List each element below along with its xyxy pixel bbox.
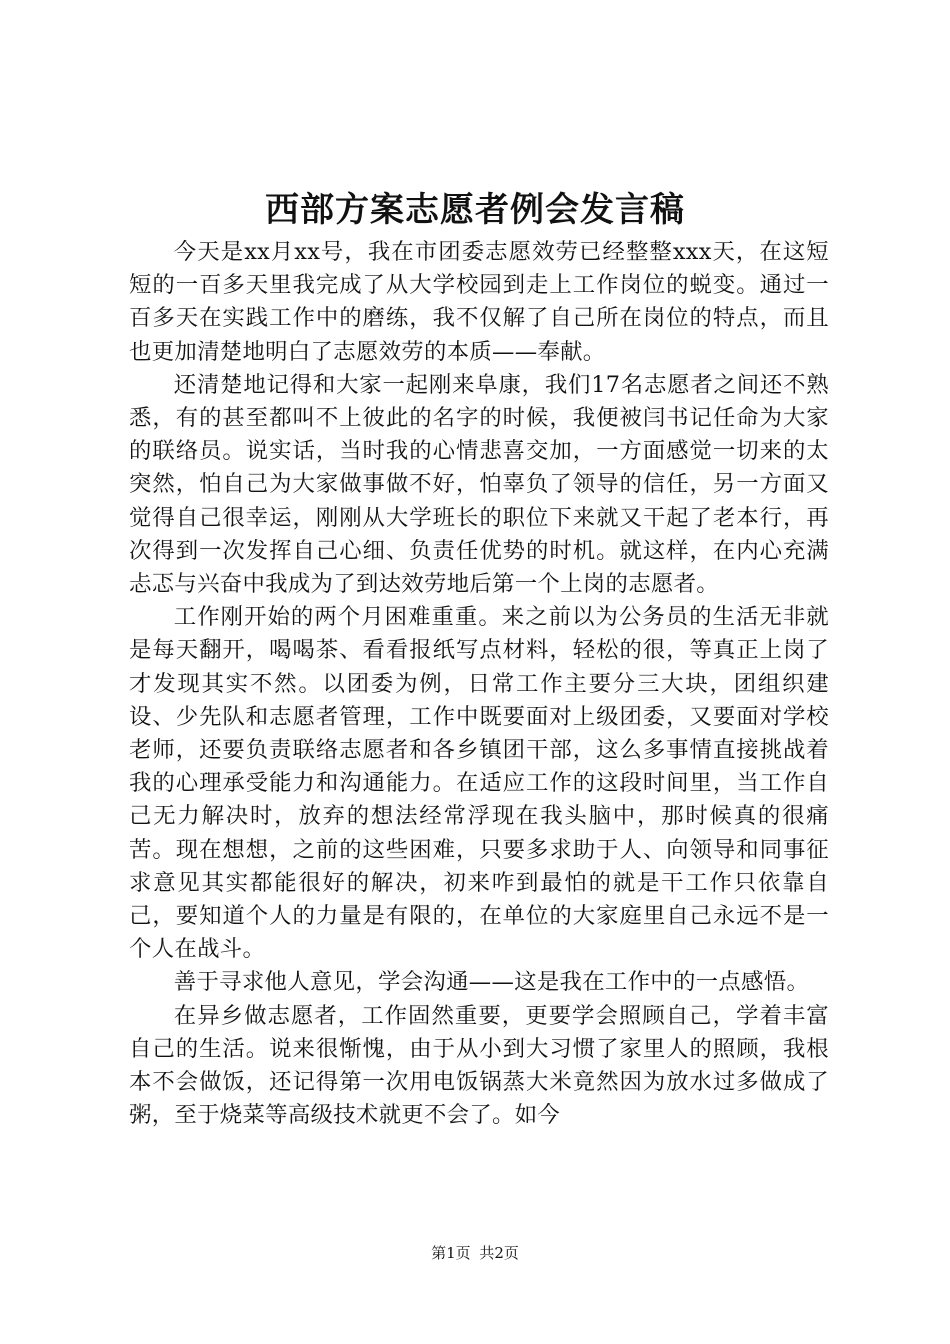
page-footer (0, 1242, 950, 1264)
page-number: 第1页 (431, 1244, 471, 1262)
paragraph: 在异乡做志愿者，工作固然重要，更要学会照顾自己，学着丰富自己的生活。说来很惭愧，由于从小到大习惯了家里人的照顾，我根本不会做饭，还记得第一次用电饭锅蒸大米竟然因为放水过多做成了粥，至于烧菜等高级技术就更不会了。如今 (129, 1002, 829, 1129)
document-title: 西部方案志愿者例会发言稿 (265, 190, 685, 230)
paragraph: 今天是xx月xx号，我在市团委志愿效劳已经整整xxx天，在这短短的一百多天里我完成了从大学校园到走上工作岗位的蜕变。通过一百多天在实践工作中的磨练，我不仅解了自己所在岗位的特点，而且也更加清楚地明白了志愿效劳的本质——奉献。 (129, 239, 829, 365)
paragraph: 还清楚地记得和大家一起刚来阜康，我们17名志愿者之间还不熟悉，有的甚至都叫不上彼此的名字的时候，我便被闫书记任命为大家的联络员。说实话，当时我的心情悲喜交加，一方面感觉一切来的太突然，怕自己为大家做事做不好，怕辜负了领导的信任，另一方面又觉得自己很幸运，刚刚从大学班长的职位下来就又干起了老本行，再次得到一次发挥自己心细、负责任优势的时机。就这样，在内心充满忐忑与兴奋中我成为了到达效劳地后第一个上岗的志愿者。 (129, 371, 829, 598)
page-total: 共2页 (479, 1244, 519, 1262)
paragraph: 工作刚开始的两个月困难重重。来之前以为公务员的生活无非就是每天翻开，喝喝茶、看看报纸写点材料，轻松的很，等真正上岗了才发现其实不然。以团委为例，日常工作主要分三大块，团组织建设、少先队和志愿者管理，工作中既要面对上级团委，又要面对学校老师，还要负责联络志愿者和各乡镇团干部，这么多事情直接挑战着我的心理承受能力和沟通能力。在适应工作的这段时间里，当工作自己无力解决时，放弃的想法经常浮现在我头脑中，那时候真的很痛苦。现在想想，之前的这些困难，只要多求助于人、向领导和同事征求意见其实都能很好的解决，初来咋到最怕的就是干工作只依靠自己，要知道个人的力量是有限的，在单位的大家庭里自己永远不是一个人在战斗。 (129, 604, 829, 963)
document-body (129, 236, 829, 1132)
paragraph: 善于寻求他人意见，学会沟通——这是我在工作中的一点感悟。 (173, 969, 810, 996)
